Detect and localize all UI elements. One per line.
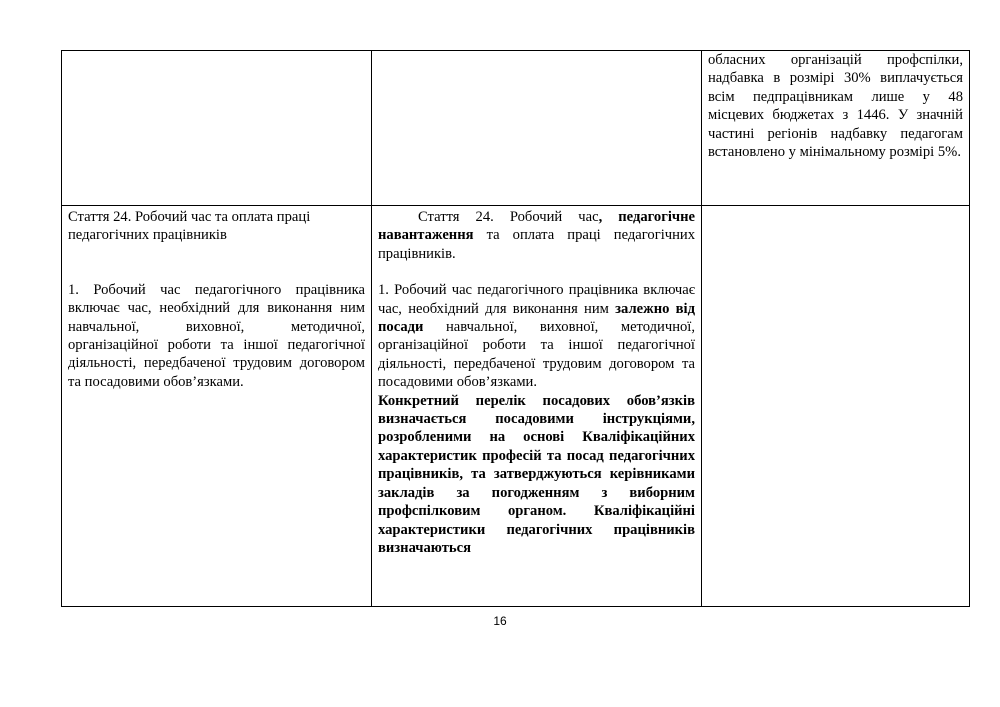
table-cell-comment — [702, 206, 970, 607]
table-cell-current-law — [62, 206, 372, 607]
paragraph-text: 1. Робочий час педагогічного працівника включає час, необхідний для виконання ним — [378, 282, 695, 317]
paragraph-text: навчальної, виховної, методичної, організаційної роботи та іншої педагогічної діяльності, передбаченої трудовим договором та посадовими обов’язками. — [378, 319, 695, 391]
article-paragraph-bold — [378, 392, 695, 558]
table-cell-comment — [702, 51, 970, 206]
comment-text: обласних організацій профспілки, надбавка в розмірі 30% виплачується всім педпрацівникам лише у 48 місцевих бюджетах з 1446. У значній частині регіонів надбавку педагогам встановлено у мінімальному розмірі 5%. — [708, 52, 963, 161]
article-heading: Стаття 24. Робочий час та оплата праці педагогічних працівників — [68, 209, 311, 244]
heading-bold-insert: , педагогічне навантаження — [378, 209, 696, 244]
table-cell-proposed-text — [372, 206, 702, 607]
heading-text: та оплата праці педагогічних працівників. — [378, 227, 695, 262]
article-paragraph — [378, 281, 695, 391]
page-number: 16 — [493, 614, 507, 628]
table-cell-current-law — [62, 51, 372, 206]
table-row — [62, 51, 970, 206]
comparison-table — [61, 50, 970, 607]
table-row — [62, 206, 970, 607]
heading-text: Стаття 24. Робочий час — [418, 209, 599, 225]
table-cell-proposed-text — [372, 51, 702, 206]
article-paragraph: 1. Робочий час педагогічного працівника включає час, необхідний для виконання ним навчальної, виховної, методичної, організаційної роботи та іншої педагогічної діяльності, передбаченої трудовим договором та посадовими обов’язками. — [68, 281, 365, 390]
article-heading — [378, 208, 695, 263]
paragraph-bold-insert: залежно від посади — [378, 300, 695, 336]
paragraph-bold-insert: Конкретний перелік посадових обов’язків визначається посадовими інструкціями, розробленими на основі Кваліфікаційних характеристик професій та посад педагогічних працівників, та затверджуються керівниками закладів за погодженням з виборним профспілковим органом. Кваліфікаційні характеристики педагогічних працівників визначаються — [378, 392, 695, 556]
